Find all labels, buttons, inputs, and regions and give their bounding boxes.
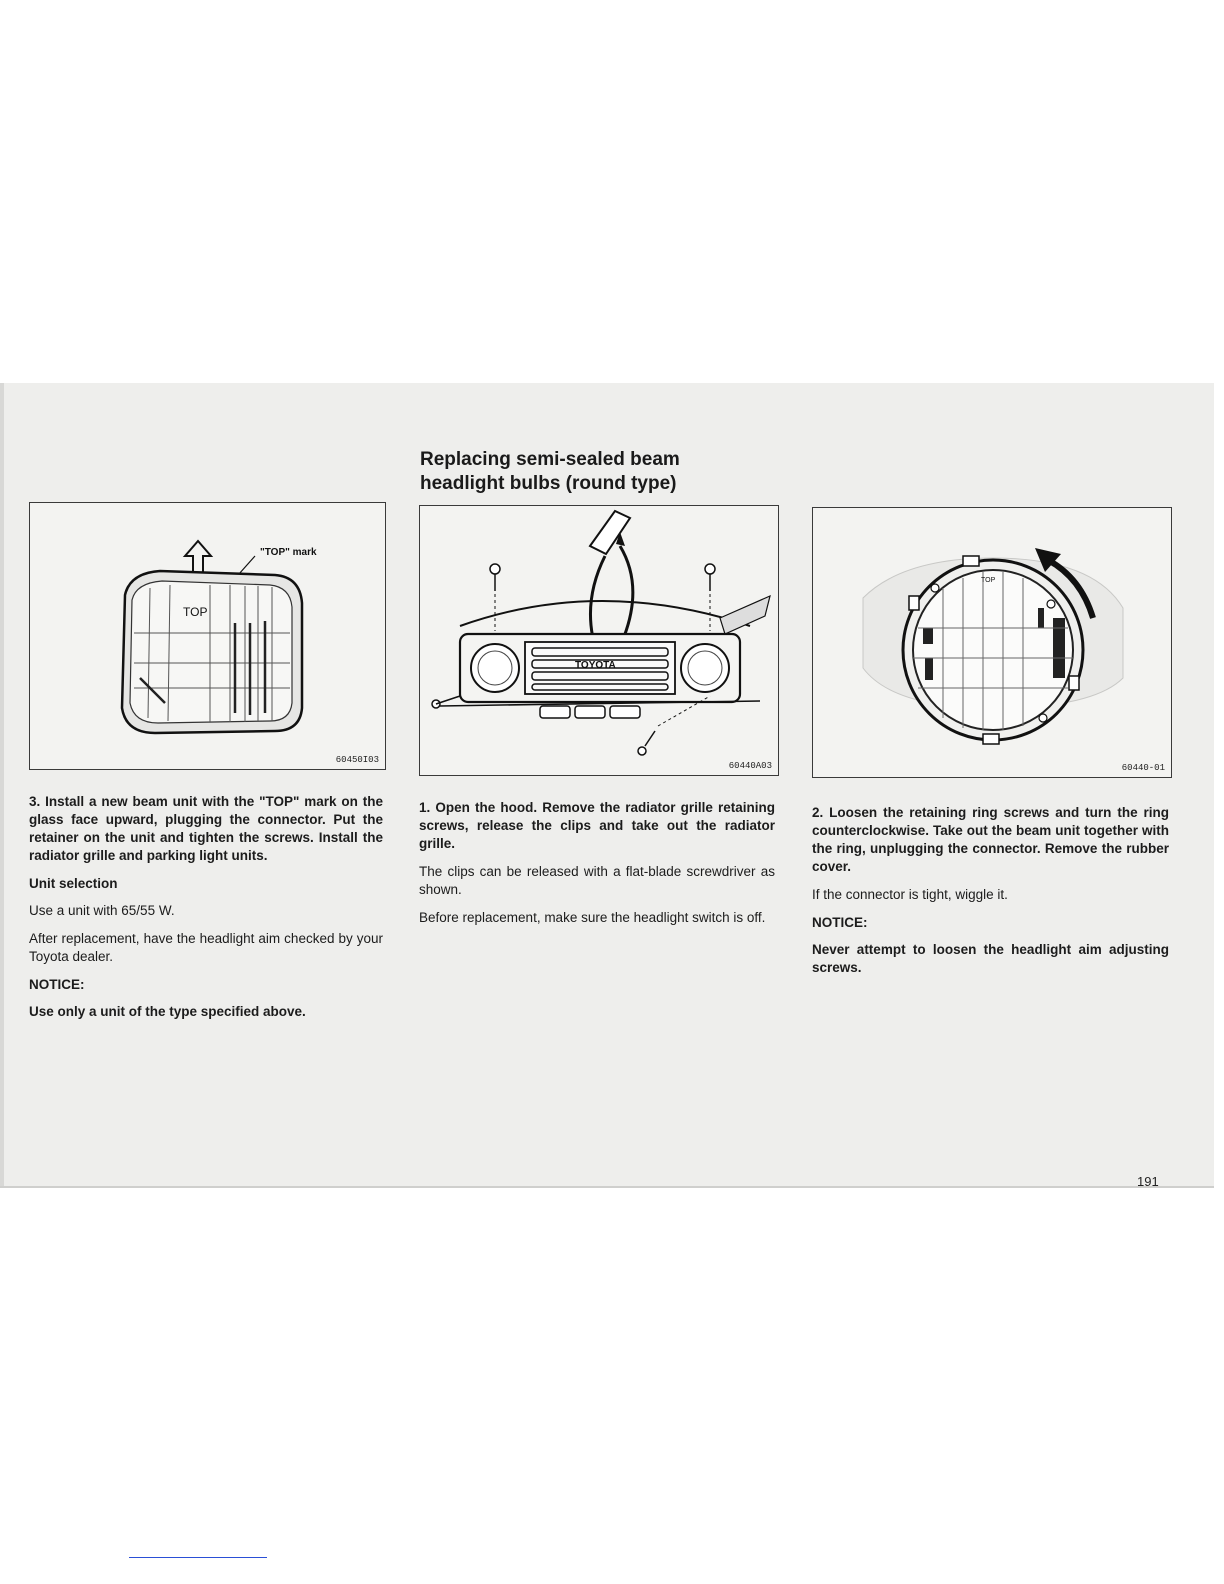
unit-wattage-text: Use a unit with 65/55 W. (29, 903, 175, 918)
notice-label-right: NOTICE: (812, 915, 868, 930)
step-2-text: 2. Loosen the retaining ring screws and turn the ring counterclockwise. Take out the beam unit together with the ring, unplugging the connector. Remove the rubber cover. (812, 805, 1169, 874)
figure-beam-unit (29, 502, 386, 770)
page-number: 191 (1137, 1174, 1159, 1189)
figure-code-left: 60450I03 (335, 755, 379, 765)
heading-line-1: Replacing semi-sealed beam (420, 449, 680, 470)
notice-text-right: Never attempt to loosen the headlight aim adjusting screws. (812, 942, 1169, 975)
column-right (812, 804, 1169, 987)
unit-selection-heading: Unit selection (29, 876, 118, 891)
column-middle (419, 799, 775, 937)
heading-line-2: headlight bulbs (round type) (420, 473, 677, 494)
ring-illustration (813, 508, 1171, 777)
figure-retaining-ring (812, 507, 1172, 778)
top-mark-callout: "TOP" mark (260, 547, 317, 558)
notice-label-left: NOTICE: (29, 977, 85, 992)
notice-text-left: Use only a unit of the type specified above. (29, 1004, 306, 1019)
column-left (29, 793, 383, 1031)
footer-rule (129, 1557, 267, 1558)
clips-release-text: The clips can be released with a flat-blade screwdriver as shown. (419, 864, 775, 897)
grille-badge: TOYOTA (575, 660, 616, 671)
step-3-text: 3. Install a new beam unit with the "TOP" mark on the glass face upward, plugging the connector. Put the retainer on the unit and tighten the screws. Install the radiator grille and parking light units. (29, 794, 383, 863)
figure-code-middle: 60440A03 (728, 761, 772, 771)
beam-unit-illustration (30, 503, 385, 769)
step-1-text: 1. Open the hood. Remove the radiator grille retaining screws, release the clips and take out the radiator grille. (419, 800, 775, 851)
figure-code-right: 60440-01 (1121, 763, 1165, 773)
section-heading (420, 448, 750, 496)
page-edge (0, 383, 4, 1186)
grille-illustration (420, 506, 778, 775)
after-replacement-text: After replacement, have the headlight aim checked by your Toyota dealer. (29, 931, 383, 964)
figure-radiator-grille (419, 505, 779, 776)
ring-top-text: TOP (981, 577, 996, 584)
up-arrow-icon (185, 541, 211, 573)
page-bottom-edge (0, 1186, 1214, 1188)
lens-top-text: TOP (183, 605, 208, 619)
connector-tight-text: If the connector is tight, wiggle it. (812, 887, 1008, 902)
switch-off-text: Before replacement, make sure the headlight switch is off. (419, 910, 766, 925)
screwdriver-icon (590, 511, 630, 554)
